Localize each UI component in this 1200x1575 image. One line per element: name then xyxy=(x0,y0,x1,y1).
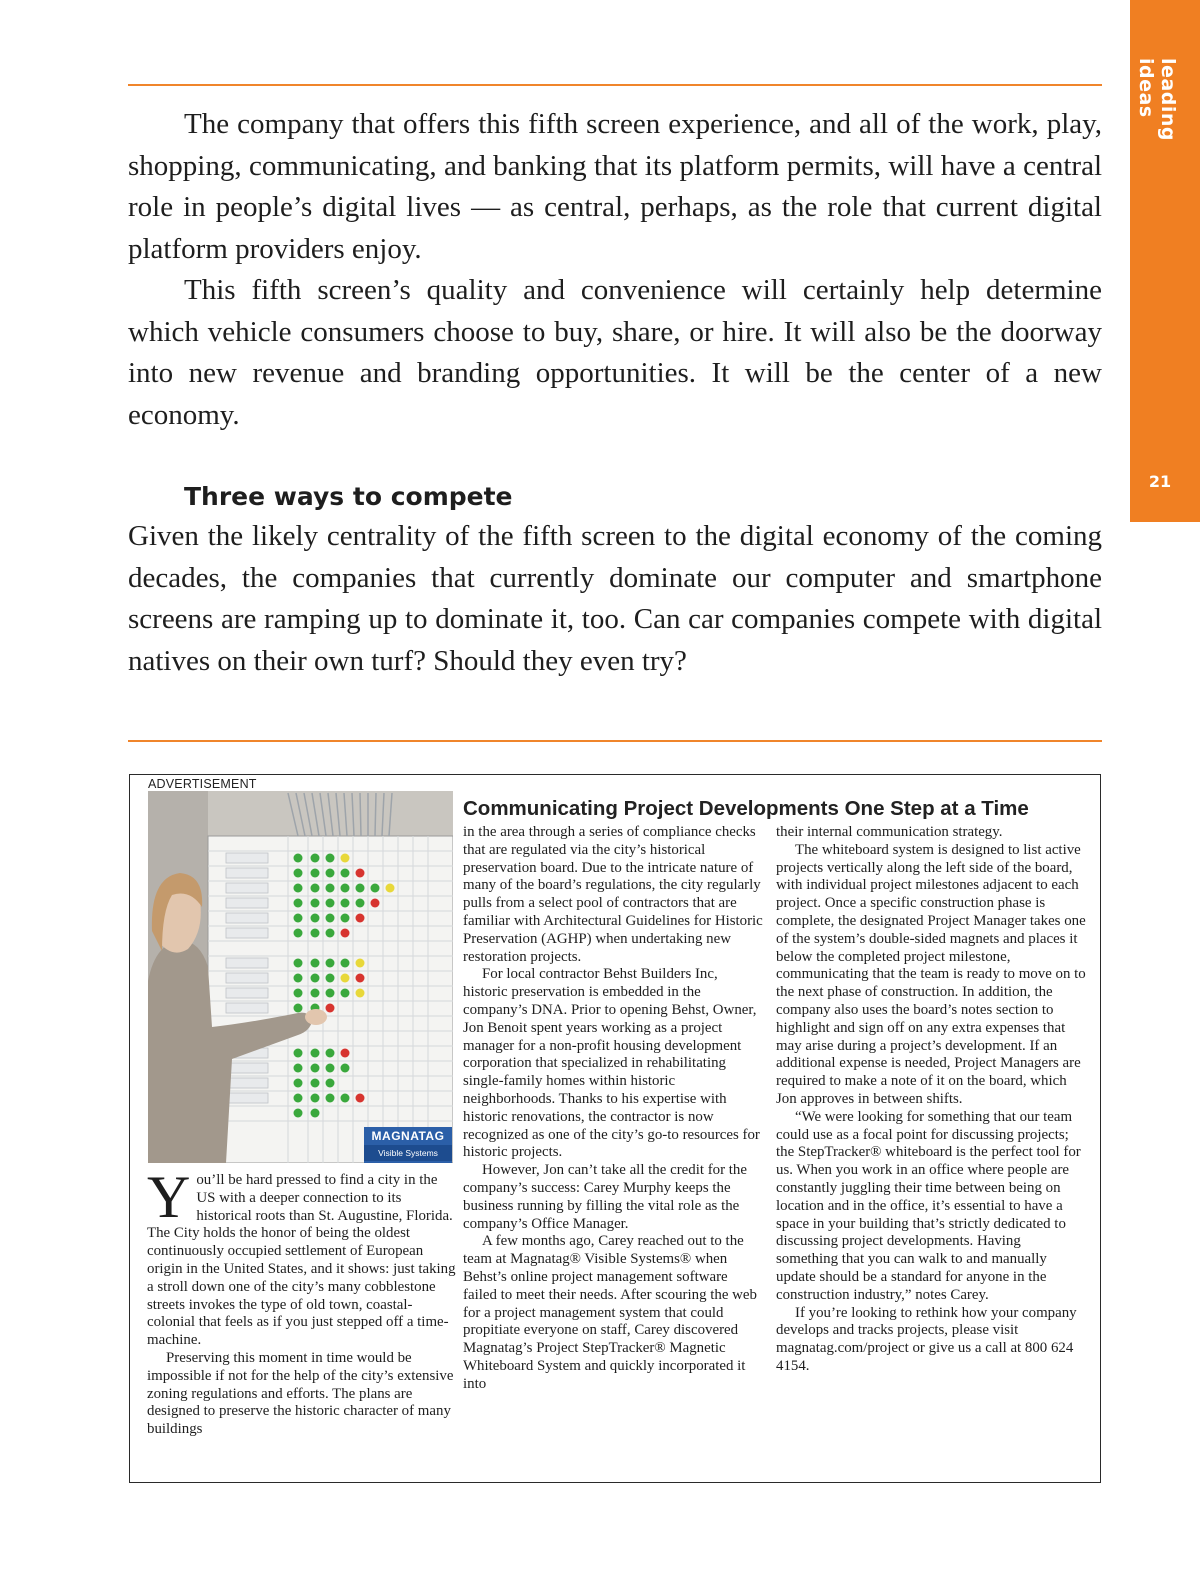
ad-paragraph: “We were looking for something that our team could use as a focal point for discussing projects; the StepTracker® whiteboard is the perfect tool for us. When you work in an office where people are constantly juggling their time between being on location and in the office, it’s essential to have a space in your building that’s strictly dedicated to discussing project developments. Having something that you can walk to and manually update should be a standard for anyone in the construction industry,” notes Carey. xyxy=(776,1108,1081,1303)
logo-name: MAGNATAG xyxy=(371,1129,445,1143)
whiteboard-photo-illustration xyxy=(148,791,453,1163)
advertisement-title: Communicating Project Developments One Step at a Time xyxy=(463,797,1029,820)
drop-cap: Y xyxy=(147,1164,191,1230)
article-body xyxy=(128,104,1102,682)
advertisement-tag: ADVERTISEMENT xyxy=(148,777,257,791)
section-heading: Three ways to compete xyxy=(184,482,513,511)
advertisement-column-2 xyxy=(463,824,763,1394)
bottom-divider xyxy=(128,740,1102,742)
ad-paragraph: their internal communication strategy. xyxy=(776,824,1003,840)
ad-paragraph: The whiteboard system is designed to list active projects vertically along the left side of the board, with individual project milestones adjacent to each project. Once a specific construction phase is complete, the designated Project Manager takes one of the system’s double-sided magnets and places it below the completed project milestone, communicating that the team is ready to move on to the next phase of construction. In addition, the company also uses the board’s notes section to highlight and sign off on any extra expenses that may arise during a project’s development. If an additional expense is needed, Project Managers are required to make a note of it on the board, which Jon approves in between shifts. xyxy=(776,841,1086,1107)
advertisement-column-1 xyxy=(147,1164,457,1439)
article-paragraph: The company that offers this fifth screen experience, and all of the work, play, shopping, communicating, and banking that its platform permits, will have a central role in people’s digital lives — as central, perhaps, as the role that current digital platform providers enjoy. xyxy=(128,108,1102,265)
ad-paragraph: However, Jon can’t take all the credit for the company’s success: Carey Murphy keeps the business running by filling the vital role as the company’s Office Manager. xyxy=(463,1162,747,1232)
ad-paragraph: in the area through a series of compliance checks that are regulated via the city’s historical preservation board. Due to the intricate nature of many of the board’s regulations, the city regularly pulls from a select pool of contractors that are familiar with Architectural Guidelines for Historic Preservation (AGHP) when undertaking new restoration projects. xyxy=(463,824,763,965)
section-label: leading ideas xyxy=(1135,58,1179,141)
ad-paragraph: If you’re looking to rethink how your company develops and tracks projects, please visit magnatag.com/project or give us a call at 800 624 4154. xyxy=(776,1304,1077,1374)
ad-paragraph: For local contractor Behst Builders Inc, historic preservation is embedded in the company’s DNA. Prior to opening Behst, Owner, Jon Benoit spent years working as a project manager for a non-profit housing development corporation that specialized in rehabilitating single-family homes within historic neighborhoods. Thanks to his expertise with historic renovations, the contractor is now recognized as one of the city’s go-to resources for historic projects. xyxy=(463,966,760,1161)
magnatag-logo xyxy=(364,1127,452,1163)
advertisement-photo xyxy=(148,791,453,1163)
logo-tagline: Visible Systems xyxy=(364,1145,452,1161)
ad-paragraph-text: ou’ll be hard pressed to find a city in the US with a deeper connection to its historical roots than St. Augustine, Florida. The City holds the honor of being the oldest continuously occupied settlement of European origin in the United States, and it shows: just taking a stroll down one of the city’s many cobblestone streets invokes the type of old town, coastal-colonial that feels as if you just stepped off a time-machine. xyxy=(147,1172,456,1349)
ad-paragraph: A few months ago, Carey reached out to the team at Magnatag® Visible Systems® when Behst’s online project management software failed to meet their needs. After scouring the web for a project management system that could propitiate everyone on staff, Carey discovered Magnatag’s Project StepTracker® Magnetic Whiteboard System and quickly incorporated it into xyxy=(463,1233,757,1392)
advertisement-box xyxy=(129,774,1101,1483)
article-paragraph: This fifth screen’s quality and convenience will certainly help determine which vehicle consumers choose to buy, share, or hire. It will also be the doorway into new revenue and branding opportunities. It will be the center of a new economy. xyxy=(128,274,1102,431)
advertisement-column-3 xyxy=(776,824,1086,1376)
top-divider xyxy=(128,84,1102,86)
article-paragraph: Given the likely centrality of the fifth screen to the digital economy of the coming decades, the companies that currently dominate our computer and smartphone screens are ramping up to dominate it, too. Can car companies compete with digital natives on their own turf? Should they even try? xyxy=(128,520,1102,677)
page-number: 21 xyxy=(1148,472,1172,491)
ad-paragraph: Preserving this moment in time would be impossible if not for the help of the city’s extensive zoning regulations and efforts. The plans are designed to preserve the historic character of many buildings xyxy=(147,1349,454,1438)
ad-paragraph xyxy=(147,1164,457,1350)
